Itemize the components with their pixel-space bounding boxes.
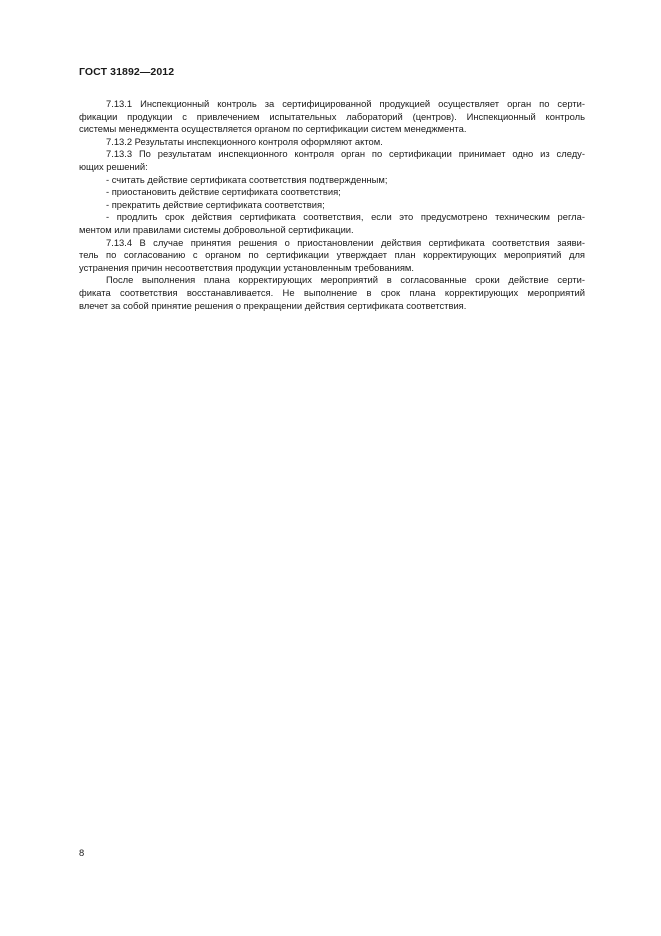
text-line: фикации продукции с привлечением испытательных лабораторий (центров). Инспекционный контроль (79, 110, 585, 122)
text-line: 7.13.4 В случае принятия решения о приостановлении действия сертификата соответствия заяви- (106, 236, 585, 248)
page-number: 8 (79, 847, 85, 858)
text-line: влечет за собой принятие решения о прекращении действия сертификата соответствия. (79, 299, 467, 311)
list-item: - приостановить действие сертификата соответствия; (106, 186, 341, 198)
list-item: - продлить срок действия сертификата соответствия, если это предусмотрено техническим регла- (106, 211, 585, 223)
text-line: фиката соответствия восстанавливается. Не выполнение в срок плана корректирующих мероприятий (79, 286, 585, 298)
text-line: устранения причин несоответствия продукции установленным требованиям. (79, 261, 414, 273)
list-item: - считать действие сертификата соответствия подтвержденным; (106, 173, 388, 185)
document-body (79, 98, 585, 312)
text-line: тель по согласованию с органом по сертификации утверждает план корректирующих мероприятий для (79, 249, 585, 261)
text-line: ющих решений: (79, 160, 148, 172)
document-code: ГОСТ 31892—2012 (79, 66, 175, 78)
text-line: ментом или правилами системы добровольной сертификации. (79, 223, 354, 235)
list-item: - прекратить действие сертификата соответствия; (106, 198, 325, 210)
text-line: 7.13.2 Результаты инспекционного контроля оформляют актом. (106, 135, 383, 147)
text-line: системы менеджмента осуществляется органом по сертификации систем менеджмента. (79, 123, 467, 135)
text-line: 7.13.3 По результатам инспекционного контроля орган по сертификации принимает одно из следу- (106, 148, 585, 160)
text-line: После выполнения плана корректирующих мероприятий в согласованные сроки действие серти- (106, 274, 585, 286)
text-line: 7.13.1 Инспекционный контроль за сертифицированной продукцией осуществляет орган по серти- (106, 98, 585, 109)
